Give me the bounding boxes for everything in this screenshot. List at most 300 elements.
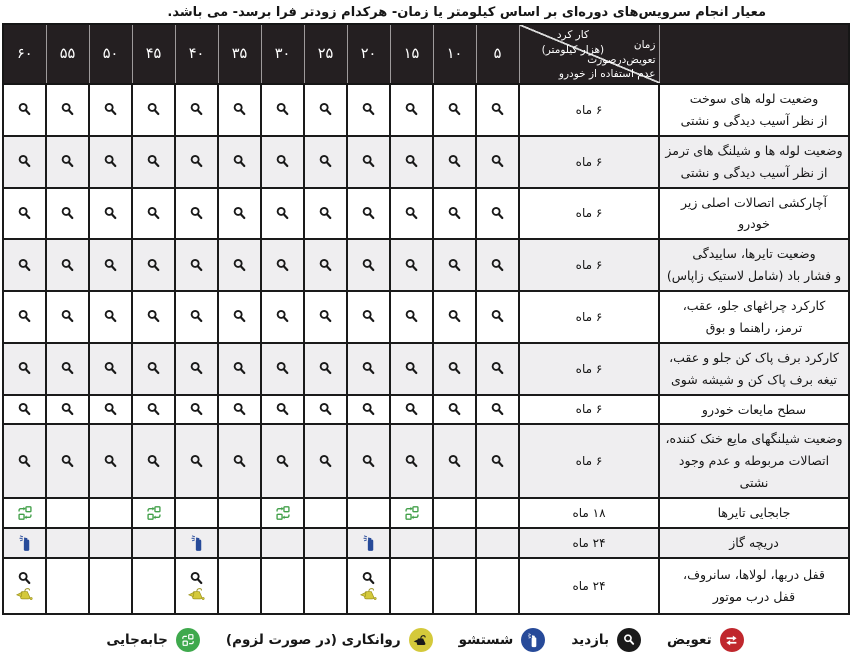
service-cell bbox=[433, 84, 476, 136]
rotate-icon bbox=[404, 505, 420, 521]
inspect-icon bbox=[60, 361, 75, 376]
service-cell bbox=[218, 558, 261, 614]
service-cell bbox=[476, 136, 519, 188]
inspect-icon bbox=[361, 102, 376, 117]
interval-cell: ۶ ماه bbox=[519, 395, 659, 425]
service-cell bbox=[433, 528, 476, 558]
interval-cell: ۶ ماه bbox=[519, 136, 659, 188]
service-cell bbox=[261, 528, 304, 558]
service-cell bbox=[46, 84, 89, 136]
inspect-icon bbox=[404, 454, 419, 469]
service-cell bbox=[218, 291, 261, 343]
service-cell bbox=[218, 239, 261, 291]
service-cell bbox=[89, 136, 132, 188]
service-cell bbox=[304, 84, 347, 136]
service-cell bbox=[175, 136, 218, 188]
row-label: کارکرد برف پاک کن جلو و عقب، تیغه برف پاک کن و شیشه شوی bbox=[659, 343, 849, 395]
service-cell bbox=[89, 239, 132, 291]
inspect-icon bbox=[490, 309, 505, 324]
km-column-header: ۶۰ bbox=[3, 24, 46, 84]
service-cell bbox=[218, 84, 261, 136]
inspect-icon bbox=[318, 361, 333, 376]
service-cell bbox=[347, 424, 390, 498]
service-cell bbox=[3, 424, 46, 498]
inspect-icon bbox=[490, 102, 505, 117]
inspect-icon bbox=[146, 206, 161, 221]
rotate-icon bbox=[275, 505, 291, 521]
service-cell bbox=[476, 424, 519, 498]
service-cell bbox=[132, 558, 175, 614]
inspect-icon bbox=[146, 309, 161, 324]
km-column-header: ۳۵ bbox=[218, 24, 261, 84]
row-label: وضعیت لوله های سوخت از نظر آسیب دیدگی و نشتی bbox=[659, 84, 849, 136]
service-row bbox=[3, 343, 849, 395]
inspect-icon bbox=[447, 361, 462, 376]
inspect-icon bbox=[60, 454, 75, 469]
interval-cell: ۲۴ ماه bbox=[519, 528, 659, 558]
inspect-icon bbox=[189, 309, 204, 324]
service-cell bbox=[3, 498, 46, 528]
inspect-icon bbox=[490, 361, 505, 376]
diagonal-divider bbox=[520, 25, 660, 83]
service-cell bbox=[46, 136, 89, 188]
service-cell bbox=[3, 395, 46, 425]
row-label: جابجایی تایرها bbox=[659, 498, 849, 528]
wash-icon bbox=[362, 535, 376, 552]
inspect-icon bbox=[404, 102, 419, 117]
service-cell bbox=[304, 395, 347, 425]
inspect-icon bbox=[232, 309, 247, 324]
km-axis-line2: (هزار کیلومتر) bbox=[523, 43, 624, 58]
service-row bbox=[3, 558, 849, 614]
interval-cell: ۲۴ ماه bbox=[519, 558, 659, 614]
replace-icon bbox=[720, 628, 744, 652]
inspect-icon bbox=[146, 102, 161, 117]
service-cell bbox=[261, 395, 304, 425]
inspect-icon bbox=[103, 402, 118, 417]
service-cell bbox=[132, 239, 175, 291]
service-cell bbox=[89, 84, 132, 136]
legend-label-lubricate: روانکاری (در صورت لزوم) bbox=[226, 632, 401, 648]
service-cell bbox=[433, 291, 476, 343]
service-cell bbox=[261, 291, 304, 343]
inspect-icon bbox=[103, 309, 118, 324]
inspect-icon bbox=[17, 258, 32, 273]
inspect-icon bbox=[103, 102, 118, 117]
service-row bbox=[3, 291, 849, 343]
service-grid-body bbox=[3, 84, 849, 614]
service-cell bbox=[304, 239, 347, 291]
service-cell bbox=[304, 343, 347, 395]
service-cell bbox=[132, 498, 175, 528]
inspect-icon bbox=[275, 402, 290, 417]
service-cell bbox=[132, 343, 175, 395]
service-cell bbox=[46, 528, 89, 558]
inspect-icon bbox=[490, 402, 505, 417]
row-label: وضعیت تایرها، ساییدگی و فشار باد (شامل لاستیک زاپاس) bbox=[659, 239, 849, 291]
service-cell bbox=[132, 84, 175, 136]
legend bbox=[0, 628, 850, 652]
km-column-header: ۲۰ bbox=[347, 24, 390, 84]
service-row bbox=[3, 395, 849, 425]
service-cell bbox=[476, 498, 519, 528]
service-cell bbox=[347, 136, 390, 188]
inspect-icon bbox=[404, 258, 419, 273]
lubricate-icon bbox=[409, 628, 433, 652]
service-cell bbox=[476, 528, 519, 558]
service-cell bbox=[175, 424, 218, 498]
inspect-icon bbox=[17, 102, 32, 117]
service-cell bbox=[46, 498, 89, 528]
service-cell bbox=[89, 395, 132, 425]
inspect-icon bbox=[60, 206, 75, 221]
inspect-icon bbox=[146, 402, 161, 417]
inspect-icon bbox=[318, 309, 333, 324]
time-axis-line1: زمان bbox=[535, 38, 655, 52]
inspect-icon bbox=[17, 454, 32, 469]
service-cell bbox=[433, 558, 476, 614]
inspect-icon bbox=[189, 206, 204, 221]
inspect-icon bbox=[404, 154, 419, 169]
service-cell bbox=[347, 239, 390, 291]
km-column-header: ۱۵ bbox=[390, 24, 433, 84]
inspect-icon bbox=[103, 206, 118, 221]
service-cell bbox=[261, 239, 304, 291]
service-cell bbox=[304, 498, 347, 528]
interval-cell: ۶ ماه bbox=[519, 343, 659, 395]
service-cell bbox=[3, 528, 46, 558]
inspect-icon bbox=[232, 454, 247, 469]
service-cell bbox=[390, 558, 433, 614]
service-cell bbox=[433, 498, 476, 528]
inspect-icon bbox=[60, 309, 75, 324]
service-cell bbox=[46, 424, 89, 498]
service-cell bbox=[476, 291, 519, 343]
service-cell bbox=[390, 188, 433, 240]
inspect-icon bbox=[361, 258, 376, 273]
inspect-icon bbox=[490, 454, 505, 469]
service-cell bbox=[304, 528, 347, 558]
service-cell bbox=[390, 424, 433, 498]
service-row bbox=[3, 84, 849, 136]
service-cell bbox=[175, 84, 218, 136]
interval-cell: ۶ ماه bbox=[519, 188, 659, 240]
wash-icon bbox=[521, 628, 545, 652]
service-cell bbox=[390, 395, 433, 425]
service-cell bbox=[218, 343, 261, 395]
page-title: معیار انجام سرویس‌های دوره‌ای بر اساس کیلومتر یا زمان- هرکدام زودتر فرا برسد- می باشد. bbox=[0, 0, 850, 20]
km-column-header: ۱۰ bbox=[433, 24, 476, 84]
inspect-icon bbox=[361, 309, 376, 324]
legend-item-wash bbox=[459, 628, 546, 652]
service-cell bbox=[89, 188, 132, 240]
inspect-icon bbox=[447, 309, 462, 324]
time-axis-line2: تعویض‌درصورت bbox=[535, 53, 655, 67]
inspect-icon bbox=[275, 206, 290, 221]
wash-icon bbox=[190, 535, 204, 552]
service-cell bbox=[89, 291, 132, 343]
service-cell bbox=[3, 558, 46, 614]
service-cell bbox=[347, 498, 390, 528]
inspect-icon bbox=[17, 154, 32, 169]
inspect-icon bbox=[447, 154, 462, 169]
km-column-header: ۵ bbox=[476, 24, 519, 84]
service-cell bbox=[175, 239, 218, 291]
km-column-header: ۲۵ bbox=[304, 24, 347, 84]
row-label: کارکرد چراغهای جلو، عقب، ترمز، راهنما و بوق bbox=[659, 291, 849, 343]
service-cell bbox=[390, 136, 433, 188]
service-cell bbox=[433, 343, 476, 395]
time-axis-label bbox=[535, 38, 655, 81]
inspect-icon bbox=[318, 454, 333, 469]
header-diagonal-cell bbox=[519, 24, 659, 84]
inspect-icon bbox=[404, 309, 419, 324]
service-row bbox=[3, 188, 849, 240]
service-cell bbox=[175, 343, 218, 395]
time-axis-line3: عدم استفاده از خودرو bbox=[535, 67, 655, 81]
service-cell bbox=[304, 558, 347, 614]
inspect-icon bbox=[232, 402, 247, 417]
inspect-icon bbox=[275, 258, 290, 273]
service-cell bbox=[218, 395, 261, 425]
service-row bbox=[3, 239, 849, 291]
inspect-icon bbox=[232, 258, 247, 273]
legend-item-inspect bbox=[571, 628, 641, 652]
lubricate-icon bbox=[187, 587, 206, 601]
km-column-header: ۳۰ bbox=[261, 24, 304, 84]
lubricate-icon bbox=[15, 587, 34, 601]
service-cell bbox=[46, 239, 89, 291]
inspect-icon bbox=[361, 402, 376, 417]
inspect-icon bbox=[146, 361, 161, 376]
service-cell bbox=[347, 395, 390, 425]
inspect-icon bbox=[103, 454, 118, 469]
service-cell bbox=[390, 84, 433, 136]
service-cell bbox=[476, 343, 519, 395]
service-row bbox=[3, 424, 849, 498]
km-column-header: ۵۰ bbox=[89, 24, 132, 84]
service-cell bbox=[261, 136, 304, 188]
inspect-icon bbox=[232, 206, 247, 221]
service-cell bbox=[132, 395, 175, 425]
service-cell bbox=[347, 558, 390, 614]
service-cell bbox=[3, 291, 46, 343]
legend-item-rotate bbox=[106, 628, 200, 652]
service-cell bbox=[476, 558, 519, 614]
inspect-icon bbox=[361, 571, 376, 586]
service-cell bbox=[390, 528, 433, 558]
lubricate-icon bbox=[359, 587, 378, 601]
inspect-icon bbox=[275, 361, 290, 376]
km-column-header: ۴۵ bbox=[132, 24, 175, 84]
inspect-icon bbox=[361, 454, 376, 469]
inspect-icon bbox=[17, 571, 32, 586]
service-cell bbox=[46, 188, 89, 240]
service-cell bbox=[347, 343, 390, 395]
service-cell bbox=[347, 291, 390, 343]
inspect-icon bbox=[189, 402, 204, 417]
service-cell bbox=[261, 498, 304, 528]
service-cell bbox=[304, 424, 347, 498]
legend-label-inspect: بازدید bbox=[571, 632, 609, 648]
inspect-icon bbox=[103, 258, 118, 273]
inspect-icon bbox=[447, 402, 462, 417]
service-cell bbox=[132, 291, 175, 343]
row-label: سطح مایعات خودرو bbox=[659, 395, 849, 425]
row-label: وضعیت شیلنگهای مایع خنک کننده، اتصالات مربوطه و عدم وجود نشتی bbox=[659, 424, 849, 498]
inspect-icon bbox=[189, 154, 204, 169]
header-row bbox=[3, 24, 849, 84]
service-cell bbox=[132, 424, 175, 498]
inspect-icon bbox=[232, 361, 247, 376]
service-cell bbox=[3, 136, 46, 188]
inspect-icon bbox=[275, 154, 290, 169]
service-cell bbox=[433, 188, 476, 240]
inspect-icon bbox=[189, 258, 204, 273]
row-label: دریچه گاز bbox=[659, 528, 849, 558]
service-cell bbox=[304, 188, 347, 240]
inspect-icon bbox=[275, 309, 290, 324]
service-cell bbox=[89, 424, 132, 498]
service-cell bbox=[476, 395, 519, 425]
inspect-icon bbox=[490, 154, 505, 169]
service-cell bbox=[218, 498, 261, 528]
interval-cell: ۶ ماه bbox=[519, 239, 659, 291]
service-cell bbox=[476, 239, 519, 291]
row-label: قفل دربها، لولاها، سانروف، قفل درب موتور bbox=[659, 558, 849, 614]
service-cell bbox=[347, 188, 390, 240]
service-cell bbox=[175, 558, 218, 614]
inspect-icon bbox=[146, 258, 161, 273]
inspect-icon bbox=[361, 206, 376, 221]
inspect-icon bbox=[103, 154, 118, 169]
interval-cell: ۱۸ ماه bbox=[519, 498, 659, 528]
inspect-icon bbox=[318, 258, 333, 273]
service-cell bbox=[175, 188, 218, 240]
inspect-icon bbox=[232, 154, 247, 169]
inspect-icon bbox=[447, 258, 462, 273]
service-cell bbox=[89, 558, 132, 614]
service-cell bbox=[261, 343, 304, 395]
inspect-icon bbox=[361, 154, 376, 169]
legend-item-replace bbox=[667, 628, 744, 652]
inspect-icon bbox=[17, 206, 32, 221]
service-cell bbox=[347, 528, 390, 558]
inspect-icon bbox=[447, 454, 462, 469]
inspect-icon bbox=[361, 361, 376, 376]
inspect-icon bbox=[490, 206, 505, 221]
service-schedule-table bbox=[2, 23, 850, 615]
service-cell bbox=[261, 84, 304, 136]
inspect-icon bbox=[189, 454, 204, 469]
service-cell bbox=[175, 395, 218, 425]
inspect-icon bbox=[103, 361, 118, 376]
inspect-icon bbox=[17, 361, 32, 376]
inspect-icon bbox=[404, 206, 419, 221]
service-cell bbox=[218, 528, 261, 558]
inspect-icon bbox=[275, 102, 290, 117]
service-cell bbox=[46, 395, 89, 425]
row-label: وضعیت لوله ها و شیلنگ های ترمز از نظر آسیب دیدگی و نشتی bbox=[659, 136, 849, 188]
service-cell bbox=[218, 424, 261, 498]
service-cell bbox=[347, 84, 390, 136]
legend-item-lubricate bbox=[226, 628, 433, 652]
service-cell bbox=[218, 136, 261, 188]
rotate-icon bbox=[146, 505, 162, 521]
service-cell bbox=[433, 395, 476, 425]
service-row bbox=[3, 498, 849, 528]
inspect-icon bbox=[318, 402, 333, 417]
service-cell bbox=[390, 498, 433, 528]
inspect-icon bbox=[60, 402, 75, 417]
header-corner-cell bbox=[659, 24, 849, 84]
rotate-icon bbox=[17, 505, 33, 521]
inspect-icon bbox=[447, 206, 462, 221]
km-column-header: ۵۵ bbox=[46, 24, 89, 84]
service-cell bbox=[390, 239, 433, 291]
inspect-icon bbox=[617, 628, 641, 652]
service-cell bbox=[390, 343, 433, 395]
service-row bbox=[3, 136, 849, 188]
interval-cell: ۶ ماه bbox=[519, 424, 659, 498]
service-cell bbox=[175, 291, 218, 343]
inspect-icon bbox=[404, 361, 419, 376]
service-row bbox=[3, 528, 849, 558]
service-cell bbox=[261, 558, 304, 614]
inspect-icon bbox=[318, 206, 333, 221]
service-cell bbox=[390, 291, 433, 343]
inspect-icon bbox=[146, 454, 161, 469]
inspect-icon bbox=[318, 154, 333, 169]
km-column-header: ۴۰ bbox=[175, 24, 218, 84]
inspect-icon bbox=[189, 361, 204, 376]
service-cell bbox=[304, 291, 347, 343]
service-cell bbox=[132, 188, 175, 240]
service-cell bbox=[89, 498, 132, 528]
service-cell bbox=[3, 239, 46, 291]
service-cell bbox=[476, 84, 519, 136]
service-cell bbox=[89, 343, 132, 395]
service-cell bbox=[433, 239, 476, 291]
service-cell bbox=[132, 528, 175, 558]
interval-cell: ۶ ماه bbox=[519, 291, 659, 343]
legend-label-replace: تعویض bbox=[667, 632, 712, 648]
service-cell bbox=[175, 528, 218, 558]
km-axis-line1: کار کرد bbox=[523, 28, 624, 43]
service-cell bbox=[304, 136, 347, 188]
service-cell bbox=[3, 343, 46, 395]
inspect-icon bbox=[232, 102, 247, 117]
service-cell bbox=[261, 188, 304, 240]
inspect-icon bbox=[17, 402, 32, 417]
inspect-icon bbox=[60, 102, 75, 117]
service-cell bbox=[3, 188, 46, 240]
service-cell bbox=[46, 558, 89, 614]
service-cell bbox=[261, 424, 304, 498]
service-cell bbox=[3, 84, 46, 136]
inspect-icon bbox=[189, 102, 204, 117]
legend-label-wash: شستشو bbox=[459, 632, 514, 648]
service-cell bbox=[433, 424, 476, 498]
service-cell bbox=[132, 136, 175, 188]
service-cell bbox=[46, 343, 89, 395]
service-cell bbox=[218, 188, 261, 240]
inspect-icon bbox=[447, 102, 462, 117]
service-cell bbox=[89, 528, 132, 558]
row-label: آچارکشی اتصالات اصلی زیر خودرو bbox=[659, 188, 849, 240]
inspect-icon bbox=[318, 102, 333, 117]
inspect-icon bbox=[404, 402, 419, 417]
